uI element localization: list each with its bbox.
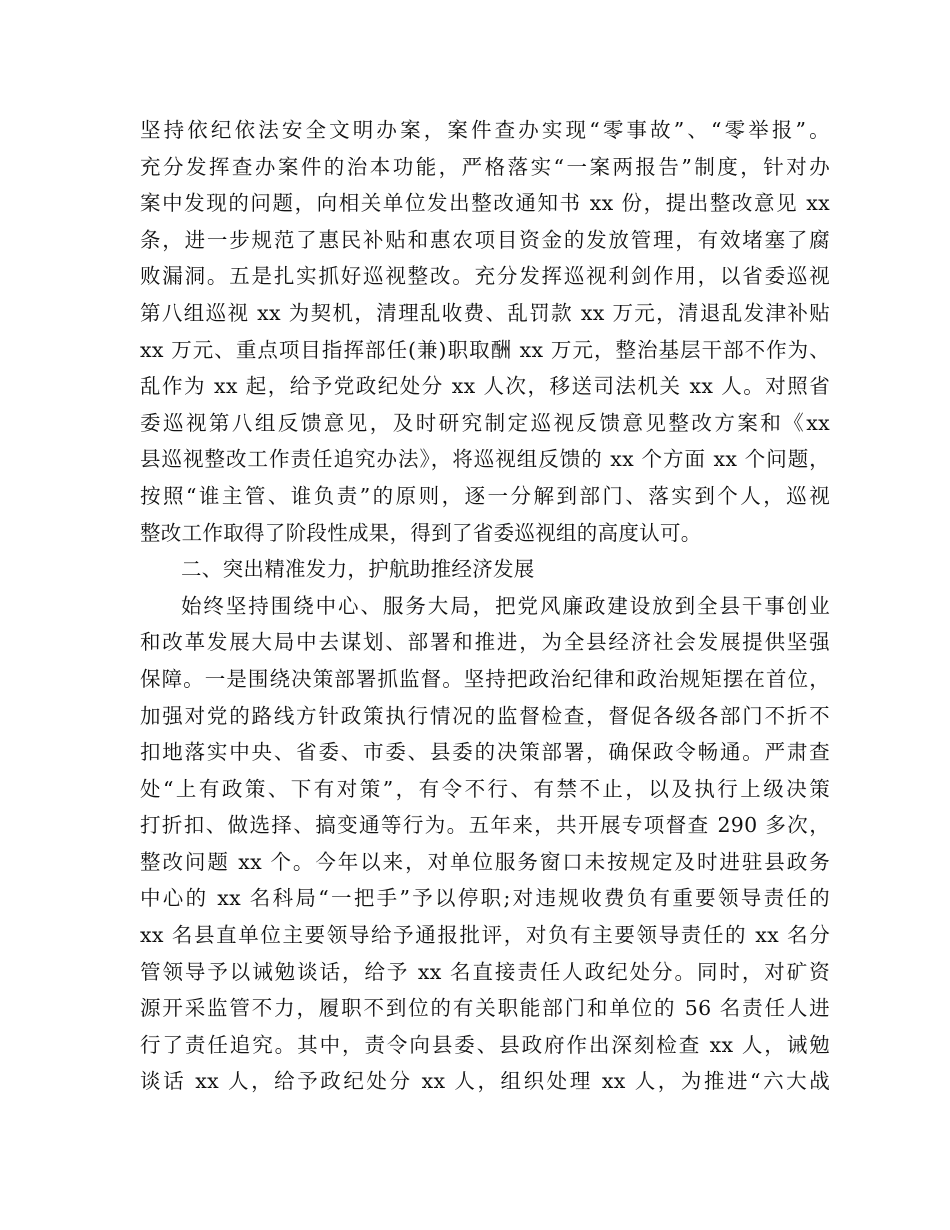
section-heading: 二、突出精准发力，护航助推经济发展 [181,557,535,582]
paragraph [140,588,830,1100]
text-line: 整改问题 xx 个。今年以来，对单位服务窗口未按规定及时进驻县政务 [140,849,830,874]
text-line: 县巡视整改工作责任追究办法》，将巡视组反馈的 xx 个方面 xx 个问题， [140,447,830,472]
text-line: 案中发现的问题，向相关单位发出整改通知书 xx 份，提出整改意见 xx [140,191,830,216]
text-line: 坚持依纪依法安全文明办案，案件查办实现“零事故”、“零举报”。 [140,118,830,142]
text-line: 按照“谁主管、谁负责”的原则，逐一分解到部门、落实到个人，巡视 [140,483,830,508]
text-line: 乱作为 xx 起，给予党政纪处分 xx 人次，移送司法机关 xx 人。对照省 [140,374,830,399]
text-line: 委巡视第八组反馈意见，及时研究制定巡视反馈意见整改方案和《xx [140,410,830,435]
text-line: 源开采监管不力，履职不到位的有关职能部门和单位的 56 名责任人进 [140,996,830,1021]
text-line: 行了责任追究。其中，责令向县委、县政府作出深刻检查 xx 人，诫勉 [140,1032,830,1057]
text-line: 败漏洞。五是扎实抓好巡视整改。充分发挥巡视利剑作用，以省委巡视 [140,264,830,289]
text-line: xx 名县直单位主要领导给予通报批评，对负有主要领导责任的 xx 名分 [140,923,830,948]
text-line: 打折扣、做选择、搞变通等行为。五年来，共开展专项督查 290 多次， [140,813,830,838]
text-line: 谈话 xx 人，给予政纪处分 xx 人，组织处理 xx 人，为推进“六大战 [140,1069,830,1094]
text-line: 处“上有政策、下有对策”，有令不行、有禁不止，以及执行上级决策 [140,776,830,801]
text-line: xx 万元、重点项目指挥部任(兼)职取酬 xx 万元，整治基层干部不作为、 [140,337,830,362]
text-line: 充分发挥查办案件的治本功能，严格落实“一案两报告”制度，针对办 [140,154,830,179]
paragraph [140,112,830,551]
text-line: 始终坚持围绕中心、服务大局，把党风廉政建设放到全县干事创业 [181,593,830,618]
text-line: 加强对党的路线方针政策执行情况的监督检查，督促各级各部门不折不 [140,703,830,728]
text-line: 和改革发展大局中去谋划、部署和推进，为全县经济社会发展提供坚强 [140,630,830,655]
text-line: 扣地落实中央、省委、市委、县委的决策部署，确保政令畅通。严肃查 [140,740,830,765]
text-line: 条，进一步规范了惠民补贴和惠农项目资金的发放管理，有效堵塞了腐 [140,227,830,252]
text-line: 整改工作取得了阶段性成果，得到了省委巡视组的高度认可。 [140,520,702,545]
text-line: 管领导予以诫勉谈话，给予 xx 名直接责任人政纪处分。同时，对矿资 [140,959,830,984]
text-line: 第八组巡视 xx 为契机，清理乱收费、乱罚款 xx 万元，清退乱发津补贴 [140,300,830,325]
document-body [140,112,830,1100]
text-line: 中心的 xx 名科局“一把手”予以停职;对违规收费负有重要领导责任的 [140,886,830,911]
text-line: 保障。一是围绕决策部署抓监督。坚持把政治纪律和政治规矩摆在首位， [140,666,830,691]
